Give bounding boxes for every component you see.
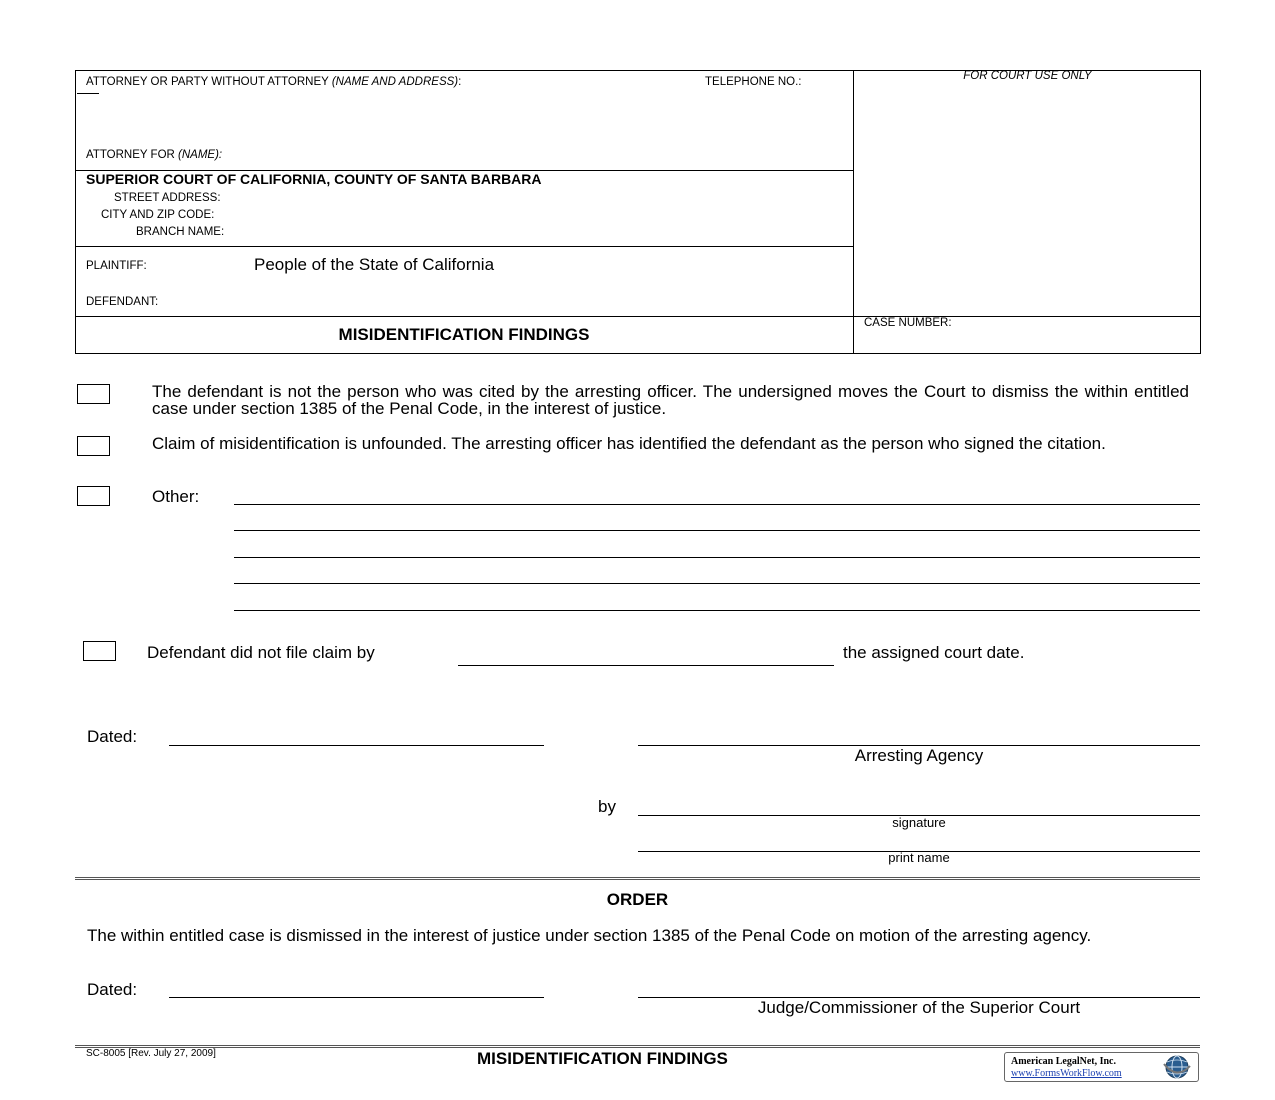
- caption-divider-3: [75, 316, 1201, 317]
- legalnet-logo[interactable]: [1004, 1052, 1199, 1082]
- option-not-person-checkbox[interactable]: [77, 384, 110, 404]
- dated-field[interactable]: [169, 745, 544, 746]
- other-line-2[interactable]: [234, 530, 1200, 531]
- footer-title: MISIDENTIFICATION FINDINGS: [477, 1049, 728, 1068]
- option-not-person-text: The defendant is not the person who was cited by the arresting officer. The undersigned moves the Court to dismiss the within entitled case under section 1385 of the Penal Code, in the interest of justice.: [152, 382, 1189, 418]
- case-number-label: CASE NUMBER:: [864, 317, 952, 329]
- other-line-3[interactable]: [234, 557, 1200, 558]
- plaintiff-value: People of the State of California: [254, 255, 495, 274]
- order-dated-label: Dated:: [87, 980, 138, 999]
- no-claim-suffix: the assigned court date.: [843, 643, 1025, 662]
- other-line-1[interactable]: [234, 504, 1200, 505]
- order-dated-field[interactable]: [169, 997, 544, 998]
- no-claim-checkbox[interactable]: [83, 641, 116, 661]
- court-name: SUPERIOR COURT OF CALIFORNIA, COUNTY OF SANTA BARBARA: [86, 171, 542, 187]
- order-heading: ORDER: [606, 890, 669, 909]
- city-zip-label: CITY AND ZIP CODE:: [101, 209, 215, 221]
- branch-name-label: BRANCH NAME:: [136, 226, 225, 238]
- judge-caption: Judge/Commissioner of the Superior Court: [757, 998, 1081, 1017]
- option-unfounded-checkbox[interactable]: [77, 436, 110, 456]
- arresting-agency-caption: Arresting Agency: [854, 746, 984, 765]
- court-use-only-label: FOR COURT USE ONLY: [963, 70, 1092, 82]
- caption-divider-vertical: [853, 70, 854, 354]
- attorney-for-label: ATTORNEY FOR (NAME):: [86, 149, 223, 161]
- street-address-label: STREET ADDRESS:: [114, 192, 221, 204]
- print-name-caption: print name: [888, 850, 950, 865]
- logo-url[interactable]: www.FormsWorkFlow.com: [1011, 1068, 1122, 1079]
- dated-label: Dated:: [87, 727, 138, 746]
- option-other-checkbox[interactable]: [77, 486, 110, 506]
- other-line-5[interactable]: [234, 610, 1200, 611]
- logo-company-name: American LegalNet, Inc.: [1011, 1056, 1116, 1067]
- order-divider: [75, 877, 1200, 880]
- other-line-4[interactable]: [234, 583, 1200, 584]
- form-title: MISIDENTIFICATION FINDINGS: [338, 325, 590, 344]
- caption-divider-2: [75, 246, 853, 247]
- telephone-label: TELEPHONE NO.:: [705, 76, 802, 88]
- attorney-label: ATTORNEY OR PARTY WITHOUT ATTORNEY (NAME AND ADDRESS):: [86, 76, 462, 88]
- no-claim-date-field[interactable]: [458, 665, 834, 666]
- signature-caption: signature: [892, 815, 946, 830]
- plaintiff-label: PLAINTIFF:: [86, 260, 147, 272]
- by-label: by: [598, 797, 616, 816]
- option-unfounded-text: Claim of misidentification is unfounded. The arresting officer has identified the defendant as the person who signed the citation.: [152, 434, 1106, 453]
- other-label: Other:: [152, 487, 200, 506]
- no-claim-label: Defendant did not file claim by: [147, 643, 375, 662]
- globe-icon: [1163, 1054, 1191, 1080]
- defendant-label: DEFENDANT:: [86, 296, 159, 308]
- attorney-name-field[interactable]: [77, 93, 99, 94]
- footer-divider: [75, 1045, 1200, 1048]
- order-text: The within entitled case is dismissed in the interest of justice under section 1385 of the Penal Code on motion of the arresting agency.: [87, 926, 1092, 945]
- form-number: SC-8005 [Rev. July 27, 2009]: [86, 1048, 216, 1059]
- caption-box: [75, 70, 1201, 354]
